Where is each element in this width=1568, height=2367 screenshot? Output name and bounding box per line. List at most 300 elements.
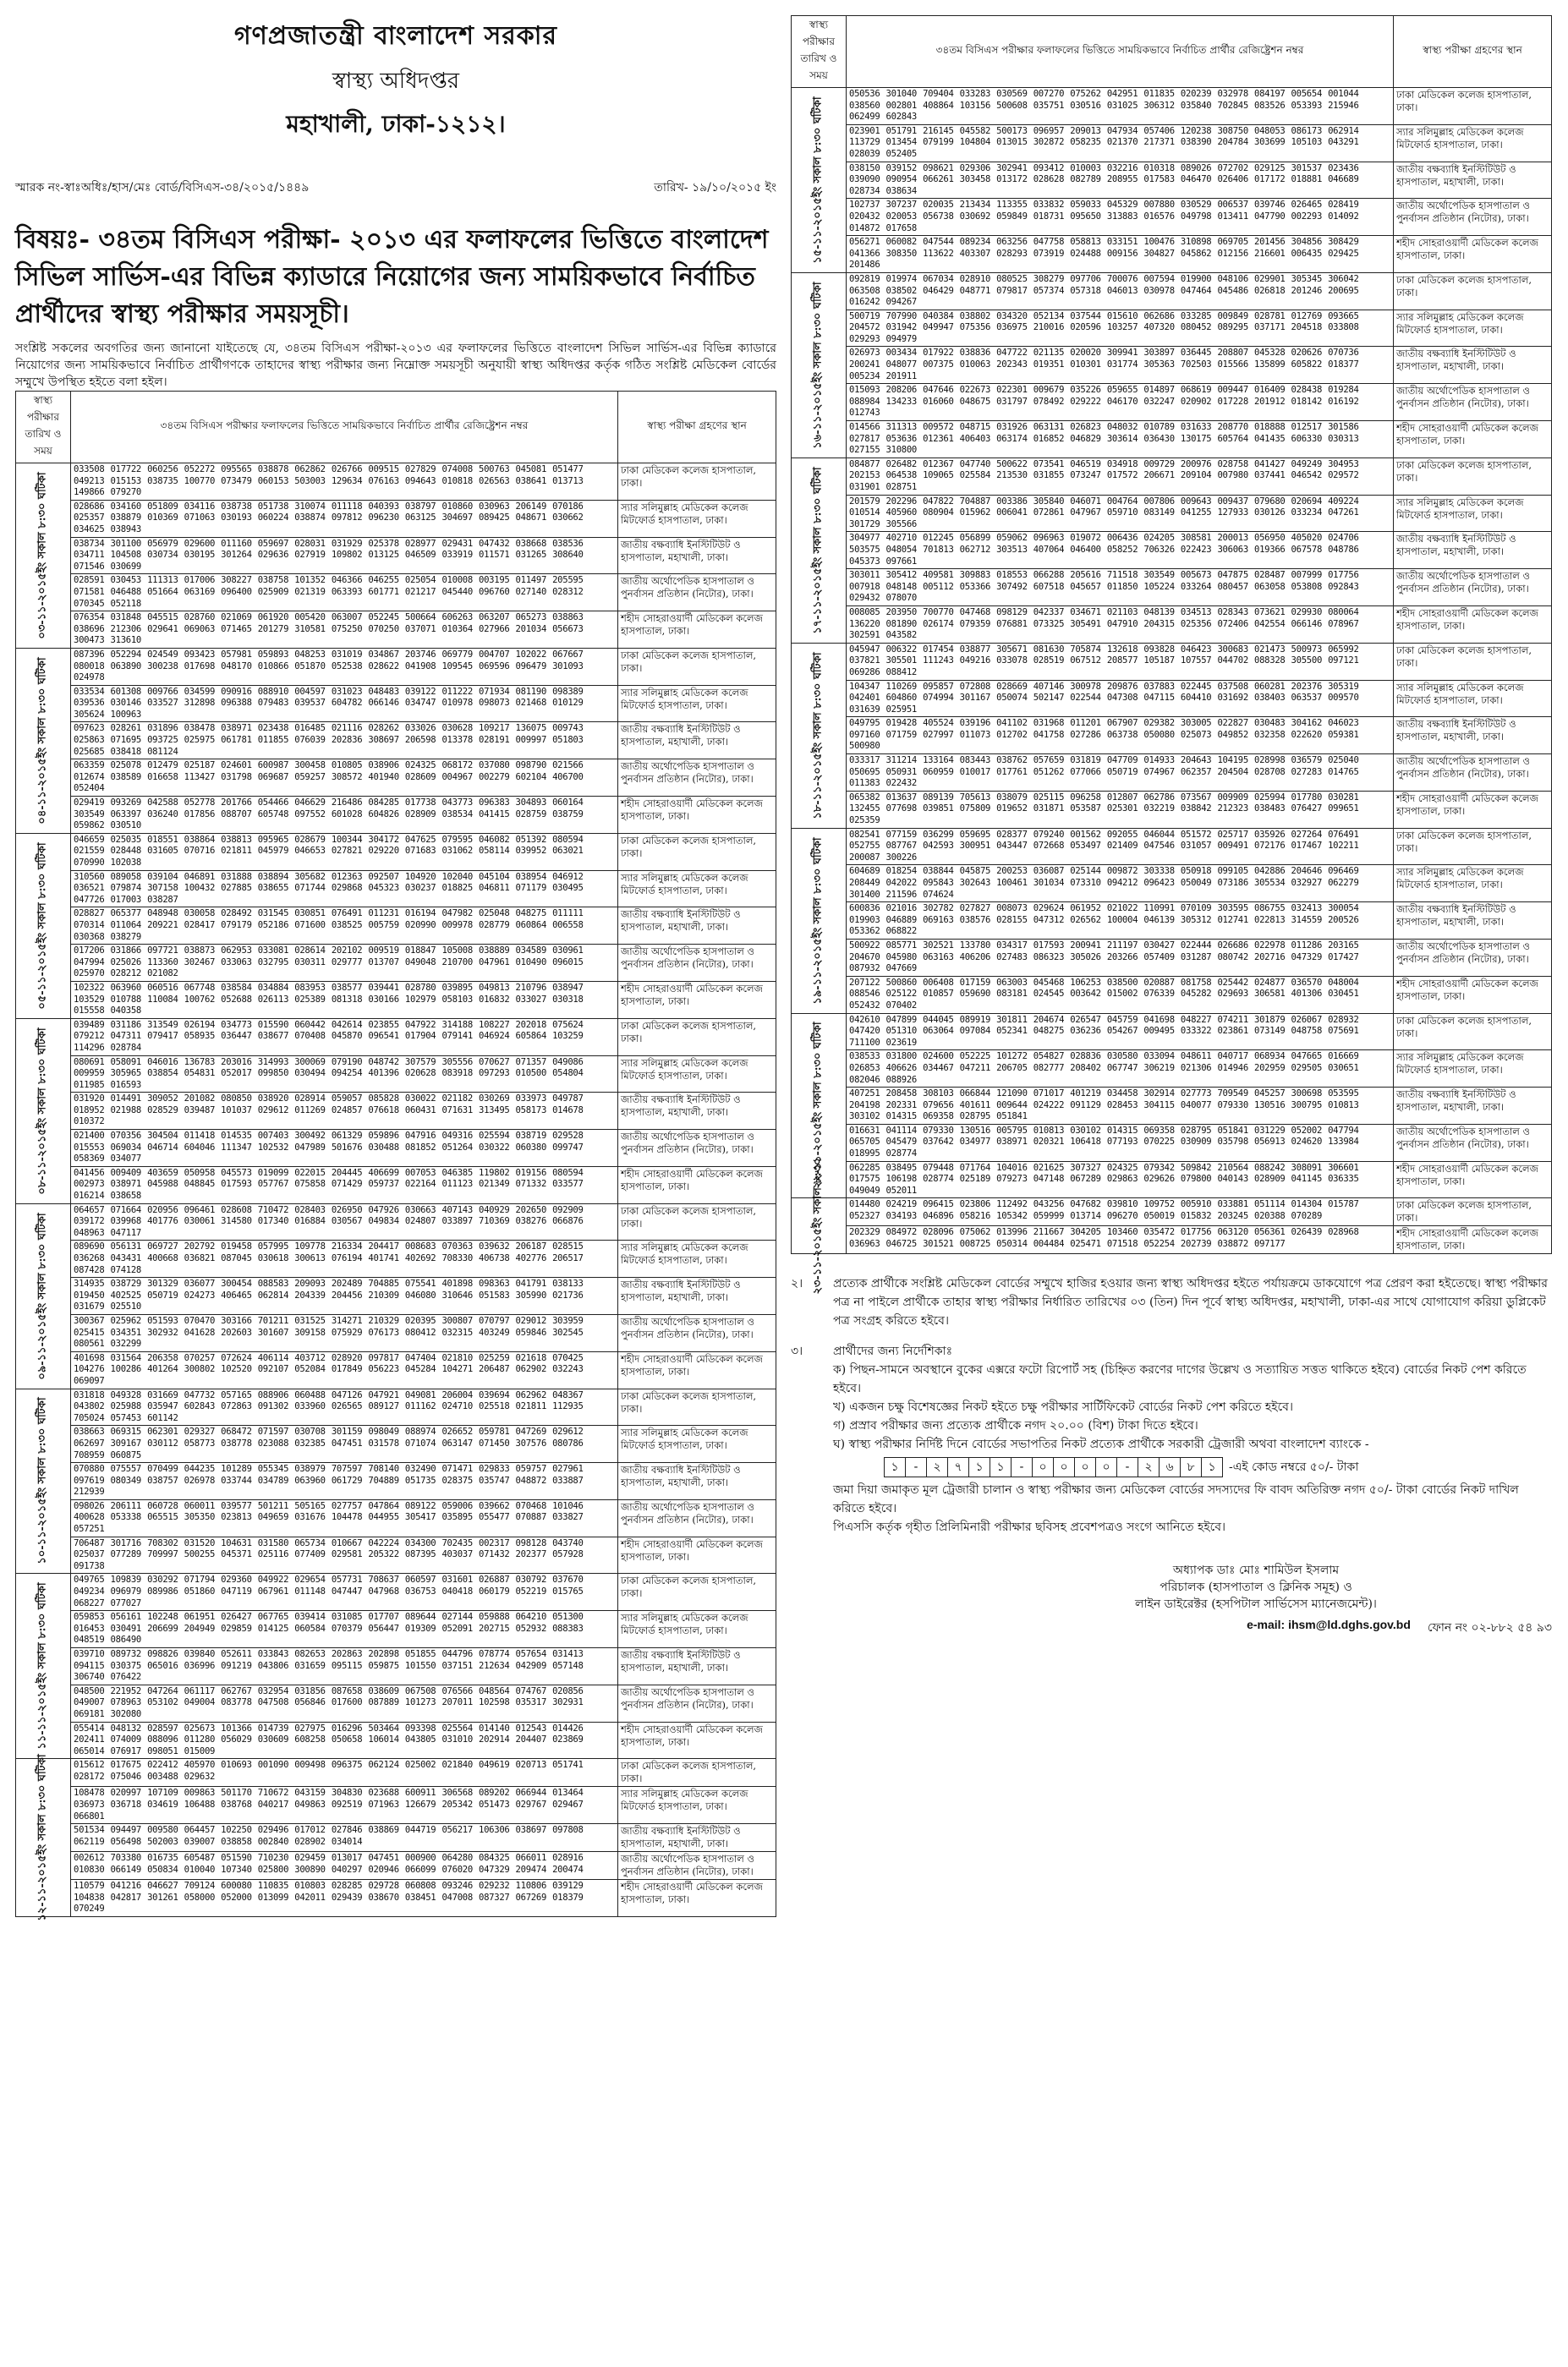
registration-numbers: 310560 089058 039104 046891 031888 038894 305682 012363 092507 104920 102040 045104 038954 046912 036521 079874 307158 100432 027885 038655 071744 029868 045323 030237 018825 046811 071179 030495 047726 017003 038287 bbox=[71, 870, 618, 907]
schedule-row bbox=[16, 1203, 776, 1241]
registration-numbers: 082541 077159 036299 059695 028377 079240 001562 092055 046044 051572 025717 035926 027264 076491 052755 087767 042593 300951 043447 072668 053497 021409 047546 031057 009491 072176 017467 102211 200087 300226 bbox=[847, 828, 1394, 865]
col-date-header: স্বাস্থ্য পরীক্ষার তারিখ ও সময় bbox=[16, 392, 71, 463]
schedule-row bbox=[792, 569, 1552, 606]
code-digit: ২ bbox=[1138, 1457, 1160, 1477]
registration-numbers: 046659 025035 018551 038864 038813 095965 028679 100344 304172 047625 079595 046082 051392 080594 021559 028448 031605 070716 021811 045979 046653 027821 029220 071683 031062 058114 039952 063021 070990 102038 bbox=[71, 833, 618, 870]
exam-venue: ঢাকা মেডিকেল কলেজ হাসপাতাল, ঢাকা। bbox=[618, 1018, 776, 1055]
note-title: প্রার্থীদের জন্য নির্দেশিকাঃ bbox=[833, 1345, 953, 1359]
exam-venue: স্যার সলিমুল্লাহ মেডিকেল কলেজ মিটফোর্ড হাসপাতাল, ঢাকা। bbox=[618, 1426, 776, 1463]
registration-numbers: 300367 025962 051593 070470 303166 701211 031525 314271 210329 020395 300807 070797 029012 303959 025415 034351 302932 041628 202603 301607 309158 075929 076173 080412 032315 403249 059846 302545 080561 032299 bbox=[71, 1314, 618, 1351]
registration-numbers: 049795 019428 405524 039196 041102 031968 011201 067907 029382 303005 022827 030483 304162 046023 097160 071759 027997 011073 012702 041758 027286 063738 050080 025073 049852 032358 022620 059381 500980 bbox=[847, 717, 1394, 754]
exam-venue: জাতীয় বক্ষব্যাধি ইনস্টিটিউট ও হাসপাতাল, মহাখালী, ঢাকা। bbox=[618, 1093, 776, 1130]
registration-numbers: 039489 031186 313549 026194 034773 015590 060442 042614 023855 047922 314188 108227 202018 075624 079212 047311 079417 058935 036447 038677 070408 045870 096541 017904 079141 046924 605864 103259 114296 028784 bbox=[71, 1018, 618, 1055]
registration-numbers: 303011 305412 409581 309883 018553 066288 205616 711518 303549 005673 047875 028487 007999 017756 007918 048148 005112 053366 307492 607518 045657 011850 105224 033264 080457 063058 053808 092843 029432 078070 bbox=[847, 569, 1394, 606]
exam-venue: জাতীয় অর্থোপেডিক হাসপাতাল ও পুনর্বাসন প্রতিষ্ঠান (নিটোর), ঢাকা। bbox=[618, 1852, 776, 1880]
schedule-row bbox=[16, 1537, 776, 1574]
registration-numbers: 049765 109839 030292 071794 029360 049922 029654 057731 708637 060597 031601 026887 030792 037670 049234 096979 089986 051860 047119 067961 011148 047447 047968 036753 040418 060179 052219 015765 068227 077027 bbox=[71, 1574, 618, 1611]
exam-venue: ঢাকা মেডিকেল কলেজ হাসপাতাল, ঢাকা। bbox=[618, 1759, 776, 1787]
schedule-row bbox=[16, 611, 776, 649]
note-number: ৩। bbox=[791, 1345, 803, 1359]
registration-numbers: 500922 085771 302521 133780 034317 017593 200941 211197 030427 022444 026686 022978 011286 203165 204670 045980 063163 406206 027483 086323 305026 203266 057409 031287 080742 202716 047329 017427 087932 047669 bbox=[847, 939, 1394, 976]
registration-numbers: 098026 206111 060728 060011 039577 501211 505165 027757 047864 089122 059006 039662 070468 101046 400628 053338 065515 305350 023813 049659 031676 104478 044955 305417 035895 055477 070887 033827 057251 bbox=[71, 1499, 618, 1537]
exam-venue: স্যার সলিমুল্লাহ মেডিকেল কলেজ মিটফোর্ড হাসপাতাল, ঢাকা। bbox=[618, 1055, 776, 1093]
exam-date: ০৩-১১-২০১৫ইং সকাল ৮:৩০ ঘটিকা bbox=[36, 472, 49, 639]
registration-numbers: 050536 301040 709404 033283 030569 007270 075262 042951 011835 020239 032978 084197 005654 001044 038560 002801 408864 103156 500608 035751 030516 031025 306312 035840 702845 083526 053393 215946 062499 602843 bbox=[847, 88, 1394, 125]
exam-venue: জাতীয় বক্ষব্যাধি ইনস্টিটিউট ও হাসপাতাল, মহাখালী, ঢাকা। bbox=[618, 1278, 776, 1315]
registration-numbers: 070880 075557 070499 044235 101289 055345 038979 707597 708140 032490 071471 029833 059757 027961 097619 080349 038757 026978 033744 034789 063960 061729 704889 051735 028375 035747 048872 033887 212939 bbox=[71, 1463, 618, 1500]
schedule-row bbox=[792, 1198, 1552, 1226]
code-digit: - bbox=[1116, 1457, 1138, 1477]
code-digit: ২ bbox=[926, 1457, 948, 1477]
exam-date: ০৫-১১-২০১৫ইং সকাল ৮:৩০ ঘটিকা bbox=[36, 842, 49, 1010]
exam-venue: জাতীয় অর্থোপেডিক হাসপাতাল ও পুনর্বাসন প্রতিষ্ঠান (নিটোর), ঢাকা। bbox=[1394, 1124, 1552, 1161]
schedule-row bbox=[792, 939, 1552, 976]
exam-venue: জাতীয় বক্ষব্যাধি ইনস্টিটিউট ও হাসপাতাল, মহাখালী, ঢাকা। bbox=[1394, 717, 1552, 754]
schedule-row bbox=[16, 1166, 776, 1203]
schedule-row bbox=[792, 717, 1552, 754]
intro-text: সংশ্লিষ্ট সকলের অবগতির জন্য জানানো যাইতেছে যে, ৩৪তম বিসিএস পরীক্ষা-২০১৩ এর ফলাফলের ভিত্তিতে বাংলাদেশ সিভিল সার্ভিস-এর বিভিন্ন ক্যাডারে নিয়োগের জন্য সাময়িকভাবে নির্বাচিত প্রার্থীগণকে তাহাদের স্বাস্থ্য পরীক্ষার জন্য নিম্নোক্ত সময়সূচী অনুযায়ী স্বাস্থ্য অধিদপ্তর কর্তৃক গঠিত সংশ্লিষ্ট মেডিকেল বোর্ডের সম্মুখে উপস্থিত হইতে বলা হইল। bbox=[15, 342, 776, 389]
schedule-row bbox=[792, 532, 1552, 569]
exam-venue: জাতীয় অর্থোপেডিক হাসপাতাল ও পুনর্বাসন প্রতিষ্ঠান (নিটোর), ঢাকা। bbox=[618, 759, 776, 797]
schedule-row bbox=[16, 1463, 776, 1500]
code-digit: ১ bbox=[968, 1457, 990, 1477]
schedule-table-left bbox=[15, 391, 776, 1921]
registration-numbers: 092819 019974 067034 028910 080525 308279 097706 700076 007594 019900 048106 029901 305345 306042 063508 038502 046429 048771 079817 057374 057318 046013 030978 047464 045486 026818 201246 200695 016242 094267 bbox=[847, 272, 1394, 310]
code-digit: ০ bbox=[1053, 1457, 1075, 1477]
exam-date: ০৯-১১-২০১৫ইং সকাল ৮:৩০ ঘটিকা bbox=[36, 1212, 49, 1380]
registration-numbers: 033534 601308 009766 034599 090916 088910 004597 031023 048483 039122 011222 071934 081190 098389 039536 030146 033527 312898 096388 079483 039537 604782 066146 034747 010978 098073 021468 010129 305624 100963 bbox=[71, 685, 618, 722]
exam-date: ১৫-১১-২০১৫ইং সকাল ৮:৩০ ঘটিকা bbox=[811, 96, 825, 264]
subject: বিষয়ঃ- ৩৪তম বিসিএস পরীক্ষা- ২০১৩ এর ফলাফলের ভিত্তিতে বাংলাদেশ সিভিল সার্ভিস-এর বিভিন্ন ক্যাডারে নিয়োগের জন্য সাময়িকভাবে নির্বাচিত প্রার্থীদের স্বাস্থ্য পরীক্ষার সময়সূচী। bbox=[15, 225, 769, 329]
exam-venue: ঢাকা মেডিকেল কলেজ হাসপাতাল, ঢাকা। bbox=[618, 833, 776, 870]
registration-numbers: 500719 707990 040384 038802 034320 052134 037544 015610 062686 033285 009849 028781 012769 093665 204572 031942 049947 075356 036975 210016 020596 103257 407320 080452 089295 037171 204518 033808 029293 094979 bbox=[847, 310, 1394, 347]
registration-numbers: 604689 018254 038844 045875 200253 036087 025144 009872 303338 050918 099105 042886 204646 096469 208449 042022 095843 302643 100461 301034 073310 094212 096423 050049 073186 305534 032927 062279 301400 211596 074624 bbox=[847, 865, 1394, 902]
schedule-row bbox=[792, 310, 1552, 347]
exam-date-cell bbox=[792, 458, 847, 643]
note-2 bbox=[791, 1274, 1552, 1330]
note-text: প্রত্যেক প্রার্থীকে সংশ্লিষ্ট মেডিকেল বোর্ডের সম্মুখে হাজির হওয়ার জন্য স্বাস্থ্য অধিদপ্তর হইতে পর্যায়ক্রমে ডাকযোগে পত্র প্রেরণ করা হইতেছে। স্বাস্থ্য পরীক্ষার পত্র না পাইলে প্রার্থীকে তাহার স্বাস্থ্য পরীক্ষার নির্ধারিত তারিখের ০৩ (তিন) দিন পূর্বে স্বাস্থ্য অধিদপ্তর, মহাখালী, ঢাকা-এর সাথে যোগাযোগ করিয়া ডুপ্লিকেট পত্র সংগ্রহ করিতে হইবে। bbox=[833, 1277, 1548, 1329]
registration-numbers: 063359 025078 012479 025187 024601 600987 300458 010805 038906 024325 068172 037080 098790 021566 012674 038589 016658 113427 031798 069687 059257 308572 401940 028609 004967 002279 602104 406700 052404 bbox=[71, 759, 618, 797]
exam-venue: শহীদ সোহরাওয়ার্দী মেডিকেল কলেজ হাসপাতাল, ঢাকা। bbox=[618, 1166, 776, 1203]
instruction-a: ক) পিছন-সামনে অবস্থানে বুকের এক্সরে ফটো রিপোর্ট সহ (চিহ্নিত করণের দাগের উল্লেখ ও সত্যায়িত সত্তত থাকিতে হইবে) বোর্ডের নিকট পেশ করিতে হইবে। bbox=[833, 1363, 1527, 1396]
schedule-row bbox=[16, 1426, 776, 1463]
schedule-row bbox=[792, 680, 1552, 717]
schedule-row bbox=[792, 791, 1552, 828]
instruction-b: খ) একজন চক্ষু বিশেষজ্ঞের নিকট হইতে চক্ষু পরীক্ষার সার্টিফিকেট বোর্ডের নিকট পেশ করিতে হইবে। bbox=[833, 1400, 1293, 1415]
signature-block bbox=[960, 1562, 1552, 1613]
exam-venue: ঢাকা মেডিকেল কলেজ হাসপাতাল, ঢাকা। bbox=[618, 463, 776, 501]
exam-venue: জাতীয় বক্ষব্যাধি ইনস্টিটিউট ও হাসপাতাল, মহাখালী, ঢাকা। bbox=[1394, 532, 1552, 569]
registration-numbers: 038663 069315 062301 029327 068472 071597 030708 301159 098049 088974 026652 059781 047269 029612 062697 309167 030112 058773 038778 023088 032385 047451 031578 071074 063147 071450 307576 080786 708959 060875 bbox=[71, 1426, 618, 1463]
exam-date: ২৩-১১-২০১৫ইং সকাল ৮:৩০ bbox=[811, 1158, 825, 1295]
instruction-e: জমা দিয়া জমাকৃত মূল ট্রেজারী চালান ও স্বাস্থ্য পরীক্ষার জন্য মেডিকেল বোর্ডের সদস্যদের ফি বাবদ অতিরিক্ত নগদ ৫০/- টাকা বোর্ডের নিকট দাখিল করিতে হইবে। bbox=[833, 1483, 1519, 1516]
exam-venue: শহীদ সোহরাওয়ার্দী মেডিকেল কলেজ হাসপাতাল, ঢাকা। bbox=[618, 1722, 776, 1759]
registration-numbers: 407251 208458 308103 066844 121090 071017 401219 034458 302914 027773 709549 045257 300698 053595 204198 202331 079656 401611 009644 024222 091129 028453 304115 040077 079330 130516 300795 010813 303102 014315 069358 028795 051841 bbox=[847, 1088, 1394, 1125]
govt-name: গণপ্রজাতন্ত্রী বাংলাদেশ সরকার bbox=[234, 21, 557, 51]
schedule-row bbox=[16, 797, 776, 834]
memo-ref: স্মারক নং-স্বাঃঅধিঃ/হাস/মেঃ বোর্ড/বিসিএস-৩৪/২০১৫/১৪৪৯ bbox=[15, 181, 310, 195]
exam-venue: জাতীয় বক্ষব্যাধি ইনস্টিটিউট ও হাসপাতাল, মহাখালী, ঢাকা। bbox=[618, 1463, 776, 1500]
code-digit: ০ bbox=[1095, 1457, 1117, 1477]
exam-venue: ঢাকা মেডিকেল কলেজ হাসপাতাল, ঢাকা। bbox=[1394, 88, 1552, 125]
code-digit: ১ bbox=[884, 1457, 906, 1477]
registration-numbers: 033508 017722 060256 052272 095565 038878 062862 026766 009515 027829 074008 500763 045081 051477 049213 015153 038735 100770 073479 060153 503003 129634 076163 094643 010818 026563 038641 013713 149866 079270 bbox=[71, 463, 618, 501]
registration-numbers: 102737 307237 020035 213434 113355 033832 059033 045329 007880 030529 006537 039746 026465 028419 020432 020053 056738 030692 059849 018731 095650 313883 016576 049798 013411 047790 002293 014092 014872 017658 bbox=[847, 199, 1394, 236]
exam-venue: জাতীয় অর্থোপেডিক হাসপাতাল ও পুনর্বাসন প্রতিষ্ঠান (নিটোর), ঢাকা। bbox=[618, 574, 776, 611]
registration-numbers: 065382 013637 089139 705613 038079 025115 096258 012807 062786 073567 009909 025994 017780 030281 132455 077698 039851 075809 019652 031871 053587 025301 032219 038842 212323 038483 076427 099651 025359 bbox=[847, 791, 1394, 828]
schedule-row bbox=[16, 1389, 776, 1426]
signatory-title-2: লাইন ডাইরেক্টর (হসপিটাল সার্ভিসেস ম্যানেজমেন্ট)। bbox=[1135, 1597, 1377, 1612]
schedule-row bbox=[792, 902, 1552, 940]
exam-date: ১৯-১১-২০১৫ইং সকাল ৮:৩০ ঘটিকা bbox=[811, 836, 825, 1005]
schedule-row bbox=[792, 199, 1552, 236]
exam-venue: স্যার সলিমুল্লাহ মেডিকেল কলেজ মিটফোর্ড হাসপাতাল, ঢাকা। bbox=[618, 1611, 776, 1648]
schedule-row bbox=[16, 1130, 776, 1167]
schedule-row bbox=[16, 907, 776, 945]
schedule-row bbox=[16, 870, 776, 907]
schedule-row bbox=[16, 833, 776, 870]
exam-venue: জাতীয় অর্থোপেডিক হাসপাতাল ও পুনর্বাসন প্রতিষ্ঠান (নিটোর), ঢাকা। bbox=[618, 1314, 776, 1351]
exam-venue: স্যার সলিমুল্লাহ মেডিকেল কলেজ মিটফোর্ড হাসপাতাল, ঢাকা। bbox=[618, 870, 776, 907]
registration-numbers: 089690 056131 069727 202792 019458 057995 109778 216334 204417 008683 070363 039632 206187 028515 036268 043431 400668 036821 087045 030618 300613 076194 401741 402692 708330 406738 402776 206517 087428 074128 bbox=[71, 1241, 618, 1278]
registration-numbers: 201579 202296 047822 704887 003386 305840 046071 004764 007806 009643 009437 079680 020694 409224 010514 405960 080904 015962 006041 072861 047967 059710 083149 041255 127933 030126 033234 047261 301729 305566 bbox=[847, 495, 1394, 532]
registration-numbers: 084877 026482 012367 047740 500622 073541 046519 034918 009729 200976 028758 041427 049249 304953 202153 064538 109065 025584 213530 031855 073247 017572 206671 209104 007980 037441 046542 029572 031901 028751 bbox=[847, 458, 1394, 495]
schedule-row bbox=[792, 421, 1552, 458]
exam-venue: ঢাকা মেডিকেল কলেজ হাসপাতাল, ঢাকা। bbox=[1394, 1198, 1552, 1226]
exam-venue: ঢাকা মেডিকেল কলেজ হাসপাতাল, ঢাকা। bbox=[618, 648, 776, 685]
schedule-row bbox=[16, 759, 776, 797]
exam-date: ০৪-১১-২০১৫ইং সকাল ৮:৩০ ঘটিকা bbox=[36, 657, 49, 825]
schedule-row bbox=[16, 1055, 776, 1093]
registration-numbers: 059853 056161 102248 061951 026427 067765 039414 031085 017707 089644 027144 059888 064210 051300 016453 030491 206699 204949 029859 014125 060584 070379 056447 019309 052091 202715 052932 088383 048519 086490 bbox=[71, 1611, 618, 1648]
exam-venue: ঢাকা মেডিকেল কলেজ হাসপাতাল, ঢাকা। bbox=[1394, 1013, 1552, 1050]
registration-numbers: 041456 009409 403659 050958 045573 019099 022015 204445 406699 007053 046385 119802 019156 080594 002973 038971 045988 048845 017593 057767 075858 071429 059737 022164 011123 021349 071332 033577 016214 038658 bbox=[71, 1166, 618, 1203]
registration-numbers: 087396 052294 024549 093423 057981 059893 048253 031019 034867 203746 069779 004707 102022 067667 080018 063890 300238 017698 048170 010866 051870 052538 028622 041908 109545 069596 096479 301093 024978 bbox=[71, 648, 618, 685]
department-name: স্বাস্থ্য অধিদপ্তর bbox=[332, 68, 460, 94]
schedule-row bbox=[16, 1018, 776, 1055]
signatory-title: পরিচালক (হাসপাতাল ও ক্লিনিক সমূহ) ও bbox=[1160, 1581, 1352, 1595]
exam-date: ০৮-১১-২০১৫ইং সকাল ৮:৩০ ঘটিকা bbox=[36, 1027, 49, 1195]
code-digit: ০ bbox=[1074, 1457, 1096, 1477]
exam-venue: স্যার সলিমুল্লাহ মেডিকেল কলেজ মিটফোর্ড হাসপাতাল, ঢাকা। bbox=[1394, 1050, 1552, 1088]
registration-numbers: 501534 094497 009580 064457 102250 029496 017012 027846 038869 044719 056217 106306 038697 097808 062119 056498 502003 039007 038858 002840 028902 034014 bbox=[71, 1824, 618, 1852]
schedule-row bbox=[16, 1611, 776, 1648]
registration-numbers: 056271 060082 047544 089234 063256 047758 058813 033151 100476 310898 069705 201456 304856 308429 041366 308350 113622 403307 028293 073919 024488 009156 304827 045862 012156 216601 006435 029425 201486 bbox=[847, 236, 1394, 273]
schedule-row bbox=[792, 754, 1552, 792]
exam-venue: জাতীয় বক্ষব্যাধি ইনস্টিটিউট ও হাসপাতাল, মহাখালী, ঢাকা। bbox=[618, 1648, 776, 1685]
exam-venue: শহীদ সোহরাওয়ার্দী মেডিকেল কলেজ হাসপাতাল, ঢাকা। bbox=[1394, 1161, 1552, 1198]
exam-date: ১৭-১১-২০১৫ইং সকাল ৮:৩০ ঘটিকা bbox=[811, 467, 825, 634]
exam-venue: শহীদ সোহরাওয়ার্দী মেডিকেল কলেজ হাসপাতাল, ঢাকা। bbox=[618, 1537, 776, 1574]
exam-date: ১০-১১-২০১৫ইং সকাল ৮:৩০ ঘটিকা bbox=[36, 1397, 49, 1565]
schedule-row bbox=[16, 981, 776, 1018]
exam-venue: জাতীয় অর্থোপেডিক হাসপাতাল ও পুনর্বাসন প্রতিষ্ঠান (নিটোর), ঢাকা। bbox=[1394, 754, 1552, 792]
exam-venue: ঢাকা মেডিকেল কলেজ হাসপাতাল, ঢাকা। bbox=[618, 1574, 776, 1611]
schedule-row bbox=[16, 1499, 776, 1537]
exam-venue: জাতীয় বক্ষব্যাধি ইনস্টিটিউট ও হাসপাতাল, মহাখালী, ঢাকা। bbox=[618, 907, 776, 945]
col-venue-header: স্বাস্থ্য পরীক্ষা গ্রহণের স্থান bbox=[1394, 16, 1552, 88]
schedule-row bbox=[792, 976, 1552, 1013]
exam-venue: জাতীয় অর্থোপেডিক হাসপাতাল ও পুনর্বাসন প্রতিষ্ঠান (নিটোর), ঢাকা। bbox=[1394, 199, 1552, 236]
exam-date-cell bbox=[16, 1389, 71, 1574]
schedule-row bbox=[792, 162, 1552, 199]
registration-numbers: 026973 003434 017922 038836 047722 021135 020020 309941 303897 036445 208807 045328 020626 070736 200241 048077 007375 010063 202343 019351 010301 031774 305363 702503 015566 135899 605822 018377 005234 201911 bbox=[847, 347, 1394, 384]
col-date-header: স্বাস্থ্য পরীক্ষার তারিখ ও সময় bbox=[792, 16, 847, 88]
schedule-row bbox=[16, 1648, 776, 1685]
schedule-row bbox=[792, 1161, 1552, 1198]
exam-date-cell bbox=[16, 1574, 71, 1759]
exam-venue: জাতীয় অর্থোপেডিক হাসপাতাল ও পুনর্বাসন প্রতিষ্ঠান (নিটোর), ঢাকা। bbox=[1394, 939, 1552, 976]
schedule-row bbox=[16, 537, 776, 574]
schedule-row bbox=[792, 458, 1552, 495]
code-digit: ৮ bbox=[1180, 1457, 1202, 1477]
col-venue-header: স্বাস্থ্য পরীক্ষা গ্রহণের স্থান bbox=[618, 392, 776, 463]
registration-numbers: 401698 031564 206358 070257 072624 406114 403712 028920 097817 047404 021810 025259 021618 070425 104276 100286 401264 300802 102520 092107 052084 017849 056223 045284 104271 206487 062902 032243 069097 bbox=[71, 1351, 618, 1389]
schedule-row bbox=[792, 384, 1552, 421]
instruction-f: পিএসসি কর্তৃক গৃহীত প্রিলিমিনারী পরীক্ষার ছবিসহ প্রবেশপত্রও সংগে আনিতে হইবে। bbox=[833, 1520, 1226, 1535]
exam-date-cell bbox=[792, 272, 847, 458]
exam-date-cell bbox=[16, 1018, 71, 1203]
registration-numbers: 042610 047899 044045 089919 301811 204674 026547 045759 041698 048227 074211 301879 026067 028932 047420 051310 063064 097084 052341 048275 036236 054267 009495 033322 023861 073149 048758 075691 711100 023619 bbox=[847, 1013, 1394, 1050]
note-number: ২। bbox=[791, 1277, 803, 1291]
exam-date: ১৬-১১-২০১৫ইং সকাল ৮:৩০ ঘটিকা bbox=[811, 282, 825, 449]
exam-venue: স্যার সলিমুল্লাহ মেডিকেল কলেজ মিটফোর্ড হাসপাতাল, ঢাকা। bbox=[618, 1787, 776, 1824]
registration-numbers: 028591 030453 111313 017006 308227 038758 101352 046366 046255 025054 010008 003195 011497 205595 071581 046488 051664 063169 096400 025909 021319 063393 601771 021217 045440 096760 027140 028312 070345 052118 bbox=[71, 574, 618, 611]
registration-numbers: 016631 041114 079330 130516 005795 010813 030102 014315 069358 028795 051841 031229 052002 047794 065705 045479 037642 034977 038971 020321 106418 077193 070225 030909 035798 056913 024620 133984 018995 028774 bbox=[847, 1124, 1394, 1161]
exam-date-cell bbox=[16, 833, 71, 1018]
exam-date-cell bbox=[16, 463, 71, 649]
exam-date-cell bbox=[792, 88, 847, 273]
col-regs-header: ৩৪তম বিসিএস পরীক্ষার ফলাফলের ভিত্তিতে সাময়িকভাবে নির্বাচিত প্রার্থীর রেজিষ্ট্রেশন নম্বর bbox=[847, 16, 1394, 88]
registration-numbers: 015612 017675 022412 405970 010693 001090 009498 096375 062124 025002 021840 049619 020713 051741 028172 075046 003488 029632 bbox=[71, 1759, 618, 1787]
code-digit: ০ bbox=[1032, 1457, 1054, 1477]
registration-numbers: 600836 021016 302782 027827 008073 029624 061952 021022 110991 070109 303595 086755 032413 300054 019903 046889 069163 038576 028155 047312 026562 100004 046139 305312 012741 022813 314559 200526 053362 068822 bbox=[847, 902, 1394, 940]
exam-venue: জাতীয় অর্থোপেডিক হাসপাতাল ও পুনর্বাসন প্রতিষ্ঠান (নিটোর), ঢাকা। bbox=[1394, 569, 1552, 606]
schedule-row bbox=[792, 1013, 1552, 1050]
code-digit: - bbox=[905, 1457, 927, 1477]
registration-numbers: 076354 031848 045515 028760 021069 061920 005420 063007 052245 500664 606263 063207 065273 038863 038696 212306 029641 069063 071465 201279 310581 075250 070250 037071 010364 027966 201034 056673 300473 313610 bbox=[71, 611, 618, 649]
schedule-row bbox=[16, 1574, 776, 1611]
exam-venue: ঢাকা মেডিকেল কলেজ হাসপাতাল, ঢাকা। bbox=[1394, 643, 1552, 680]
registration-numbers: 038734 301100 056979 029600 011160 059697 028031 031929 025378 028977 029431 047432 038668 038536 034711 104508 030734 030195 301264 029636 027919 109802 013125 046509 033919 011571 031265 308640 071546 030699 bbox=[71, 537, 618, 574]
registration-numbers: 110579 041216 046627 709124 600080 110835 010803 028285 029728 060808 093246 029232 110806 039129 104838 042817 301261 058000 052000 013099 042011 029439 038670 038451 047008 087327 067269 018379 070249 bbox=[71, 1880, 618, 1917]
exam-venue: শহীদ সোহরাওয়ার্দী মেডিকেল কলেজ হাসপাতাল, ঢাকা। bbox=[618, 1351, 776, 1389]
exam-venue: স্যার সলিমুল্লাহ মেডিকেল কলেজ মিটফোর্ড হাসপাতাল, ঢাকা। bbox=[618, 500, 776, 537]
registration-numbers: 028686 034160 051809 034116 038738 051738 310074 011118 040393 038797 010860 030963 206149 070186 025357 038879 010369 071063 030193 060224 038874 097812 096230 063125 304697 089425 048671 030662 034625 038943 bbox=[71, 500, 618, 537]
schedule-row bbox=[792, 347, 1552, 384]
schedule-row bbox=[792, 643, 1552, 680]
exam-venue: শহীদ সোহরাওয়ার্দী মেডিকেল কলেজ হাসপাতাল, ঢাকা। bbox=[618, 797, 776, 834]
code-digit: ১ bbox=[990, 1457, 1012, 1477]
schedule-row bbox=[16, 1759, 776, 1787]
exam-venue: জাতীয় বক্ষব্যাধি ইনস্টিটিউট ও হাসপাতাল, মহাখালী, ঢাকা। bbox=[1394, 902, 1552, 940]
schedule-row bbox=[792, 865, 1552, 902]
schedule-row bbox=[792, 236, 1552, 273]
schedule-row bbox=[16, 1685, 776, 1722]
exam-venue: শহীদ সোহরাওয়ার্দী মেডিকেল কলেজ হাসপাতাল, ঢাকা। bbox=[618, 611, 776, 649]
exam-venue: স্যার সলিমুল্লাহ মেডিকেল কলেজ মিটফোর্ড হাসপাতাল, ঢাকা। bbox=[1394, 680, 1552, 717]
exam-venue: জাতীয় অর্থোপেডিক হাসপাতাল ও পুনর্বাসন প্রতিষ্ঠান (নিটোর), ঢাকা। bbox=[618, 1499, 776, 1537]
registration-numbers: 014566 311313 009572 048715 031926 063131 026823 048032 010789 031633 208770 018888 012517 301586 027817 053636 012361 406403 063174 016852 046829 303614 036430 130175 605764 041435 606330 030313 027155 310800 bbox=[847, 421, 1394, 458]
registration-numbers: 029419 093269 042588 052778 201766 054466 046629 216486 084285 017738 043773 096383 304893 060164 303549 063397 036240 017856 088707 605748 097552 601028 604826 028909 038534 041415 028759 038759 059862 030510 bbox=[71, 797, 618, 834]
schedule-row bbox=[792, 1050, 1552, 1088]
exam-venue: ঢাকা মেডিকেল কলেজ হাসপাতাল, ঢাকা। bbox=[618, 1203, 776, 1241]
registration-numbers: 104347 110269 095857 072808 028669 407146 300978 209876 037883 022445 037508 060281 202376 305319 042401 604860 074994 301167 050074 502147 022544 047308 047115 604410 031692 038403 063537 009570 031639 025951 bbox=[847, 680, 1394, 717]
schedule-row bbox=[792, 828, 1552, 865]
exam-date: ১৮-১১-২০১৫ইং সকাল ৮:৩০ ঘটিকা bbox=[811, 652, 825, 819]
registration-numbers: 706487 301716 708302 031520 104631 031580 065734 010667 042224 034300 702435 002317 098128 043740 025037 077289 709997 500255 045371 025116 077409 029581 205322 087395 403037 071432 202377 057928 091738 bbox=[71, 1537, 618, 1574]
exam-date-cell bbox=[792, 643, 847, 828]
registration-numbers: 033317 311214 133164 083443 038762 057659 031819 047709 014933 204643 104195 028998 036579 025040 050695 050931 060959 010017 017761 051262 077066 050719 074967 062357 204504 028708 027283 014765 011383 022432 bbox=[847, 754, 1394, 792]
schedule-row bbox=[16, 1241, 776, 1278]
registration-numbers: 014480 024219 096415 023806 112492 043256 047682 039810 109752 005910 033881 051114 014304 015787 052327 034193 046896 058216 105342 059999 013714 096270 050019 015832 203245 020388 070289 bbox=[847, 1198, 1394, 1226]
exam-venue: শহীদ সোহরাওয়ার্দী মেডিকেল কলেজ হাসপাতাল, ঢাকা। bbox=[1394, 791, 1552, 828]
registration-numbers: 207122 500860 006408 017159 063003 045468 106253 038500 020887 081758 025442 024877 036570 048004 088546 025122 010857 059690 083181 024545 003642 015002 076339 045282 029693 306581 401306 030451 052432 070402 bbox=[847, 976, 1394, 1013]
signatory-name: অধ্যাপক ডাঃ মোঃ শামিউল ইসলাম bbox=[1172, 1564, 1340, 1578]
exam-venue: ঢাকা মেডিকেল কলেজ হাসপাতাল, ঢাকা। bbox=[1394, 458, 1552, 495]
exam-date-cell bbox=[792, 1158, 847, 1295]
schedule-row bbox=[16, 648, 776, 685]
contact-line bbox=[791, 1618, 1552, 1638]
exam-venue: শহীদ সোহরাওয়ার্দী মেডিকেল কলেজ হাসপাতাল, ঢাকা। bbox=[1394, 1226, 1552, 1254]
exam-venue: জাতীয় বক্ষব্যাধি ইনস্টিটিউট ও হাসপাতাল, মহাখালী, ঢাকা। bbox=[618, 722, 776, 759]
exam-venue: জাতীয় বক্ষব্যাধি ইনস্টিটিউট ও হাসপাতাল, মহাখালী, ঢাকা। bbox=[1394, 162, 1552, 199]
schedule-row bbox=[792, 124, 1552, 162]
schedule-row bbox=[16, 685, 776, 722]
schedule-row bbox=[792, 88, 1552, 125]
exam-venue: ঢাকা মেডিকেল কলেজ হাসপাতাল, ঢাকা। bbox=[1394, 272, 1552, 310]
exam-venue: জাতীয় অর্থোপেডিক হাসপাতাল ও পুনর্বাসন প্রতিষ্ঠান (নিটোর), ঢাকা। bbox=[1394, 384, 1552, 421]
schedule-table-right bbox=[791, 15, 1552, 1295]
schedule-row bbox=[16, 1824, 776, 1852]
exam-venue: জাতীয় বক্ষব্যাধি ইনস্টিটিউট ও হাসপাতাল, মহাখালী, ঢাকা। bbox=[1394, 347, 1552, 384]
exam-venue: ঢাকা মেডিকেল কলেজ হাসপাতাল, ঢাকা। bbox=[618, 1389, 776, 1426]
registration-numbers: 048500 221952 047264 061117 062767 032954 031856 087658 038609 067508 076566 048564 074767 020856 049007 078963 053102 049004 083778 047508 056846 017600 087889 101273 207011 102598 035317 302931 069181 302080 bbox=[71, 1685, 618, 1722]
right-column bbox=[791, 15, 1552, 1638]
exam-venue: ঢাকা মেডিকেল কলেজ হাসপাতাল, ঢাকা। bbox=[1394, 828, 1552, 865]
col-regs-header: ৩৪তম বিসিএস পরীক্ষার ফলাফলের ভিত্তিতে সাময়িকভাবে নির্বাচিত প্রার্থীর রেজিষ্ট্রেশন নম্বর bbox=[71, 392, 618, 463]
instructions bbox=[791, 1274, 1552, 1537]
registration-numbers: 202329 084972 028096 075062 013996 211667 304205 103460 035472 017756 063120 056361 026439 028968 036963 046725 301521 008725 050314 004484 025471 071518 052254 202739 038872 097177 bbox=[847, 1226, 1394, 1254]
registration-numbers: 008085 203950 700770 047468 098129 042337 034671 021103 048139 034513 028343 073621 029930 080064 136220 081890 026174 079359 076881 073325 305491 047910 204315 025356 072406 042554 066146 078967 302591 043582 bbox=[847, 605, 1394, 643]
exam-venue: শহীদ সোহরাওয়ার্দী মেডিকেল কলেজ হাসপাতাল, ঢাকা। bbox=[1394, 421, 1552, 458]
schedule-row bbox=[16, 1093, 776, 1130]
registration-numbers: 314935 038729 301329 036077 300454 088583 209093 202489 704885 075541 401898 098363 041791 038133 019450 402525 050719 024273 406465 062814 204339 204456 210309 046080 310646 051583 305990 021736 031679 025510 bbox=[71, 1278, 618, 1315]
exam-date-cell bbox=[16, 1203, 71, 1389]
exam-venue: জাতীয় অর্থোপেডিক হাসপাতাল ও পুনর্বাসন প্রতিষ্ঠান (নিটোর), ঢাকা। bbox=[618, 1130, 776, 1167]
schedule-row bbox=[792, 1088, 1552, 1125]
registration-numbers: 062285 038495 079448 071764 104016 021625 307327 024325 079342 509842 210564 088242 308091 306601 017575 106198 028774 025189 079273 047148 067289 029863 029626 079800 040143 028909 041145 036335 049049 052011 bbox=[847, 1161, 1394, 1198]
exam-venue: শহীদ সোহরাওয়ার্দী মেডিকেল কলেজ হাসপাতাল, ঢাকা। bbox=[618, 981, 776, 1018]
schedule-row bbox=[16, 1787, 776, 1824]
exam-venue: স্যার সলিমুল্লাহ মেডিকেল কলেজ মিটফোর্ড হাসপাতাল, ঢাকা। bbox=[1394, 310, 1552, 347]
exam-date-cell bbox=[792, 828, 847, 1013]
registration-numbers: 002612 703380 016735 605487 051590 710230 029459 013017 047451 000900 064280 084325 066011 028916 010830 066149 050834 010040 107340 025800 300890 040297 020946 066099 076020 047329 209474 200474 bbox=[71, 1852, 618, 1880]
registration-numbers: 015093 208206 047646 022673 022301 009679 035226 059655 014897 068619 009447 016409 028438 019284 088984 134233 016060 048675 031797 078492 029222 046170 032247 020902 017228 201912 018142 016192 012743 bbox=[847, 384, 1394, 421]
exam-venue: জাতীয় বক্ষব্যাধি ইনস্টিটিউট ও হাসপাতাল, মহাখালী, ঢাকা। bbox=[1394, 1088, 1552, 1125]
schedule-row bbox=[16, 722, 776, 759]
memo-date: তারিখ- ১৯/১০/২০১৫ ইং bbox=[654, 181, 776, 195]
exam-venue: শহীদ সোহরাওয়ার্দী মেডিকেল কলেজ হাসপাতাল, ঢাকা। bbox=[1394, 605, 1552, 643]
code-digit: ৭ bbox=[947, 1457, 969, 1477]
exam-date: ২২-১১-২০১৫ইং সকাল ৮:৩০ ঘটিকা bbox=[811, 1022, 825, 1190]
email-link[interactable]: e-mail: ihsm@ld.dghs.gov.bd bbox=[1247, 1618, 1411, 1632]
phone-number: ফোন নং ০২-৮৮২ ৫৪ ৯৩ bbox=[1427, 1621, 1552, 1636]
code-digit: ১ bbox=[1201, 1457, 1223, 1477]
schedule-row bbox=[16, 1722, 776, 1759]
letterhead bbox=[15, 15, 776, 145]
instruction-d: ঘ) স্বাস্থ্য পরীক্ষার নির্দিষ্ট দিনে বোর্ডের সভাপতির নিকট প্রত্যেক প্রার্থীকে সরকারী ট্রেজারী অথবা বাংলাদেশ ব্যাংকে - bbox=[833, 1438, 1369, 1452]
registration-numbers: 031920 014491 309052 201082 080850 038920 028914 059057 085828 030022 021182 030269 033973 049787 018952 021988 028529 039487 101037 029612 011269 024857 076618 060431 071631 313495 058173 014678 010372 bbox=[71, 1093, 618, 1130]
schedule-row bbox=[16, 1852, 776, 1880]
exam-venue: জাতীয় বক্ষব্যাধি ইনস্টিটিউট ও হাসপাতাল, মহাখালী, ঢাকা। bbox=[618, 1824, 776, 1852]
registration-numbers: 039710 089732 098826 039840 052611 033843 082653 202863 202898 051855 044796 078774 057654 031413 094115 030375 065016 036996 091219 043806 031659 095115 059875 101550 037151 212634 042909 057148 306740 076422 bbox=[71, 1648, 618, 1685]
exam-venue: স্যার সলিমুল্লাহ মেডিকেল কলেজ মিটফোর্ড হাসপাতাল, ঢাকা। bbox=[1394, 495, 1552, 532]
registration-numbers: 055414 048132 028597 025673 101366 014739 027975 016296 503464 093398 025564 014140 012543 014426 202411 074009 088096 011280 056029 030609 608258 050658 106014 043805 031010 202914 204407 023869 065014 076917 098051 015009 bbox=[71, 1722, 618, 1759]
schedule-row bbox=[16, 1351, 776, 1389]
registration-numbers: 102322 063960 060516 067748 038584 034884 083953 038577 039441 028780 039895 049813 210796 038947 103529 010788 110084 100762 052688 026113 025389 081318 030166 102979 058103 016832 033027 030318 015558 040358 bbox=[71, 981, 618, 1018]
schedule-row bbox=[16, 574, 776, 611]
exam-venue: স্যার সলিমুল্লাহ মেডিকেল কলেজ মিটফোর্ড হাসপাতাল, ঢাকা। bbox=[618, 1241, 776, 1278]
schedule-row bbox=[792, 1124, 1552, 1161]
schedule-row bbox=[792, 1226, 1552, 1254]
exam-venue: স্যার সলিমুল্লাহ মেডিকেল কলেজ মিটফোর্ড হাসপাতাল, ঢাকা। bbox=[618, 685, 776, 722]
office-address: মহাখালী, ঢাকা-১২১২। bbox=[286, 110, 506, 138]
code-suffix: -এই কোড নম্বরে ৫০/- টাকা bbox=[1229, 1460, 1359, 1475]
registration-numbers: 064657 071664 020956 096461 028608 710472 028403 026950 047926 030663 407143 040929 202650 092909 039172 039968 401776 030061 314580 017340 016884 030567 049834 024807 033897 710369 038276 066876 048963 047117 bbox=[71, 1203, 618, 1241]
exam-venue: জাতীয় বক্ষব্যাধি ইনস্টিটিউট ও হাসপাতাল, মহাখালী, ঢাকা। bbox=[618, 537, 776, 574]
code-digit: - bbox=[1011, 1457, 1033, 1477]
exam-venue: স্যার সলিমুল্লাহ মেডিকেল কলেজ মিটফোর্ড হাসপাতাল, ঢাকা। bbox=[1394, 124, 1552, 162]
exam-venue: জাতীয় অর্থোপেডিক হাসপাতাল ও পুনর্বাসন প্রতিষ্ঠান (নিটোর), ঢাকা। bbox=[618, 1685, 776, 1722]
instruction-c: গ) প্রস্রাব পরীক্ষার জন্য প্রত্যেক প্রার্থীকে নগদ ২০.০০ (বিশ) টাকা দিতে হইবে। bbox=[833, 1419, 1198, 1433]
exam-date: ১২-১১-২০১৫ইং সকাল ৮:৩০ ঘটিকা bbox=[36, 1754, 49, 1921]
schedule-row bbox=[16, 1880, 776, 1917]
registration-numbers: 097623 028261 031896 038478 038971 023438 016485 021116 028262 033026 030628 109217 136075 009743 025863 071695 093725 025975 061781 011855 076039 202836 308697 206598 013378 028191 009997 051803 025685 038418 081124 bbox=[71, 722, 618, 759]
exam-venue: স্যার সলিমুল্লাহ মেডিকেল কলেজ মিটফোর্ড হাসপাতাল, ঢাকা। bbox=[1394, 865, 1552, 902]
schedule-row bbox=[16, 1278, 776, 1315]
registration-numbers: 023901 051791 216145 045582 500173 096957 209013 047934 057406 120238 308750 048053 086173 062914 113729 013454 079199 104804 013015 302872 058235 021370 217371 038390 204784 303699 105103 043291 028039 052405 bbox=[847, 124, 1394, 162]
registration-numbers: 108478 020997 107109 009863 501170 710672 043159 304830 023688 600911 306568 089202 066944 013464 036973 036718 034619 106488 038768 040217 049863 092519 071963 126679 205342 051473 029767 029467 066801 bbox=[71, 1787, 618, 1824]
registration-numbers: 031818 049328 031669 047732 057165 088906 060488 047126 047921 049081 206004 039694 062962 048367 043802 025988 035947 602843 072863 091302 033960 026565 089127 011162 024710 025518 021811 112935 705024 057453 601142 bbox=[71, 1389, 618, 1426]
schedule-row bbox=[16, 945, 776, 982]
exam-date-cell bbox=[16, 648, 71, 833]
registration-numbers: 021400 070356 304504 011418 014535 007403 300492 061329 059896 047916 049316 025594 038719 029528 015553 069034 046714 604046 111347 102532 047989 501676 030488 081852 051264 030322 060380 099747 058369 034077 bbox=[71, 1130, 618, 1167]
exam-date-cell bbox=[16, 1754, 71, 1921]
treasury-code bbox=[833, 1457, 1552, 1477]
code-digit: ৬ bbox=[1159, 1457, 1181, 1477]
schedule-row bbox=[16, 1314, 776, 1351]
schedule-row bbox=[16, 463, 776, 501]
exam-venue: শহীদ সোহরাওয়ার্দী মেডিকেল কলেজ হাসপাতাল, ঢাকা। bbox=[1394, 976, 1552, 1013]
schedule-row bbox=[792, 605, 1552, 643]
left-column bbox=[15, 15, 776, 1921]
registration-numbers: 304977 402710 012245 056899 059062 096963 019072 006436 024205 308581 200013 056950 405020 024706 503575 048054 701813 062712 303513 407064 046400 058252 706326 022423 306063 019366 067578 048786 045373 097661 bbox=[847, 532, 1394, 569]
exam-date: ১১-১১-২০১৫ইং সকাল ৮:৩০ ঘটিকা bbox=[36, 1582, 49, 1751]
registration-numbers: 017206 031866 097721 038873 062953 033081 028614 202102 009519 018847 105008 038889 034589 030961 047994 025026 113360 302467 033063 032795 030311 029777 013707 049048 210700 047961 010490 096015 025970 028212 021082 bbox=[71, 945, 618, 982]
note-3 bbox=[791, 1342, 1552, 1537]
registration-numbers: 038150 039152 098621 029306 302941 093412 010003 032216 010318 089026 072702 029125 301537 023436 039090 090954 066261 303458 013172 028628 082789 208955 017583 046470 026406 017172 018881 046689 028734 038634 bbox=[847, 162, 1394, 199]
schedule-row bbox=[792, 495, 1552, 532]
registration-numbers: 038533 031800 024600 052225 101272 054827 028836 030580 033094 048611 040717 068934 047665 016669 026853 406626 034467 047211 206705 082777 208402 067747 306219 021306 014946 202959 029505 030651 082046 088926 bbox=[847, 1050, 1394, 1088]
registration-numbers: 028827 065377 048948 030058 028492 031545 030851 076491 011231 016194 047982 025048 048275 011111 070314 011064 209221 028417 079179 052186 071600 038525 005759 020990 009978 028779 060864 006558 030368 038279 bbox=[71, 907, 618, 945]
registration-numbers: 045947 006322 017454 038877 305671 081630 705874 132618 093828 046423 300683 021473 500973 065992 037821 305501 111243 049216 033078 028519 067512 208577 105187 107557 044702 088328 305500 097121 069286 088412 bbox=[847, 643, 1394, 680]
schedule-row bbox=[16, 500, 776, 537]
memo-line bbox=[15, 178, 776, 198]
exam-venue: শহীদ সোহরাওয়ার্দী মেডিকেল কলেজ হাসপাতাল, ঢাকা। bbox=[618, 1880, 776, 1917]
exam-venue: শহীদ সোহরাওয়ার্দী মেডিকেল কলেজ হাসপাতাল, ঢাকা। bbox=[1394, 236, 1552, 273]
exam-venue: জাতীয় অর্থোপেডিক হাসপাতাল ও পুনর্বাসন প্রতিষ্ঠান (নিটোর), ঢাকা। bbox=[618, 945, 776, 982]
